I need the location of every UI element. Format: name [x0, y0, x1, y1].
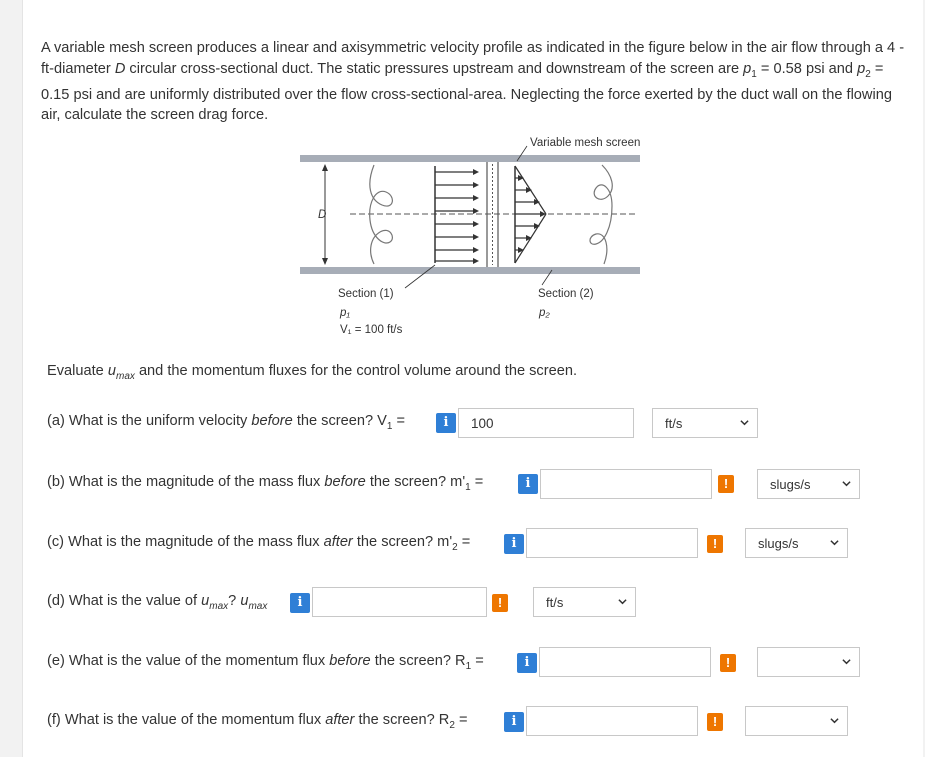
warning-icon: ! — [707, 535, 723, 553]
unit-f-select[interactable] — [745, 706, 848, 736]
uniform-velocity-profile — [435, 166, 479, 264]
evaluate-prompt — [47, 363, 577, 382]
section2-label: Section (2) — [538, 288, 594, 300]
question-a-text: (a) What is the uniform velocity — [47, 413, 252, 429]
p1-symbol: p — [743, 60, 752, 77]
info-icon[interactable]: i — [290, 593, 310, 613]
question-e-text-2: the screen? R — [370, 653, 466, 669]
problem-text-2: circular cross-sectional duct. The static pressures upstream and downstream of the screen are — [125, 60, 744, 77]
figure-d-label: D — [318, 209, 327, 221]
screen-label: Variable mesh screen — [530, 137, 641, 149]
chevron-down-icon — [740, 418, 749, 427]
chevron-down-icon — [842, 479, 851, 488]
section2-pressure: p₂ — [539, 307, 550, 319]
question-c-subscript: 2 — [452, 541, 458, 553]
question-c-text-2: the screen? m' — [352, 534, 453, 550]
question-b-text-2: the screen? m' — [365, 474, 466, 490]
question-e — [47, 653, 484, 672]
question-f — [47, 712, 467, 731]
question-f-equals: = — [454, 712, 468, 728]
prompt-text-1: Evaluate — [47, 363, 108, 379]
question-a-emphasis: before — [251, 413, 293, 429]
question-a-equals: = — [392, 413, 406, 429]
section1-label: Section (1) — [338, 288, 394, 300]
p2-value: = 0.15 psi and are uniformly distributed over the flow cross-sectional-area. Neglecting the force exerted by the duct wall on the flowing air, calculate the screen drag force. — [41, 60, 892, 124]
prompt-text-2: and the momentum fluxes for the control volume around the screen. — [134, 363, 577, 379]
p2-symbol: p — [857, 60, 866, 77]
unit-a-value: ft/s — [665, 416, 683, 431]
section1-velocity: V₁ = 100 ft/s — [340, 324, 403, 336]
prompt-max-subscript: max — [115, 370, 135, 382]
unit-d-value: ft/s — [546, 595, 564, 610]
question-a-text-2: the screen? V — [292, 413, 387, 429]
question-d-u-label: u — [240, 593, 249, 609]
p1-subscript: 1 — [751, 68, 757, 80]
answer-a-input[interactable] — [458, 408, 634, 438]
question-a-subscript: 1 — [386, 420, 393, 432]
unit-d-select[interactable] — [533, 587, 636, 617]
info-icon[interactable]: i — [518, 474, 538, 494]
question-d — [47, 593, 267, 612]
warning-icon: ! — [707, 713, 723, 731]
p1-value: = 0.58 psi and — [756, 60, 858, 77]
answer-b-input[interactable] — [540, 469, 712, 499]
unit-b-value: slugs/s — [770, 477, 811, 492]
question-e-equals: = — [471, 653, 484, 669]
question-e-subscript: 1 — [465, 660, 472, 672]
question-d-mid: ? — [228, 593, 241, 609]
unit-c-select[interactable] — [745, 528, 848, 558]
question-f-text-2: the screen? R — [354, 712, 450, 728]
warning-icon: ! — [492, 594, 508, 612]
info-icon[interactable]: i — [504, 712, 524, 732]
question-e-emphasis: before — [329, 653, 371, 669]
diameter-arrow-bottom — [322, 258, 328, 265]
question-f-emphasis: after — [325, 712, 355, 728]
question-c — [47, 534, 470, 553]
diameter-arrow-top — [322, 164, 328, 171]
question-d-u-symbol: u — [201, 593, 210, 609]
question-b-text: (b) What is the magnitude of the mass flux — [47, 474, 325, 490]
warning-icon: ! — [720, 654, 736, 672]
problem-diameter-symbol: D — [114, 60, 126, 77]
question-b-subscript: 1 — [465, 481, 471, 493]
p2-subscript: 2 — [865, 68, 871, 80]
question-c-equals: = — [457, 534, 471, 550]
question-e-text: (e) What is the value of the momentum flux — [47, 653, 330, 669]
section1-pressure: p₁ — [340, 307, 351, 319]
chevron-down-icon — [842, 657, 851, 666]
duct-top-wall — [300, 155, 640, 162]
question-d-max-label-subscript: max — [248, 600, 268, 612]
linear-velocity-profile — [515, 166, 546, 263]
info-icon[interactable]: i — [504, 534, 524, 554]
prompt-u-symbol: u — [107, 363, 116, 379]
unit-c-value: slugs/s — [758, 536, 799, 551]
question-c-emphasis: after — [323, 534, 353, 550]
chevron-down-icon — [830, 538, 839, 547]
unit-b-select[interactable] — [757, 469, 860, 499]
question-a — [47, 413, 405, 432]
question-d-max-subscript: max — [209, 600, 229, 612]
unit-a-select[interactable] — [652, 408, 758, 438]
question-c-text: (c) What is the magnitude of the mass flux — [47, 534, 324, 550]
unit-e-select[interactable] — [757, 647, 860, 677]
problem-text-1: A variable mesh screen produces a linear and axisymmetric velocity profile as indicated in the figure below in the air flow through a 4 -ft-diameter — [41, 40, 905, 77]
question-b-equals: = — [470, 474, 484, 490]
question-d-text: (d) What is the value of — [47, 593, 202, 609]
answer-c-input[interactable] — [526, 528, 698, 558]
info-icon[interactable]: i — [436, 413, 456, 433]
info-icon[interactable]: i — [517, 653, 537, 673]
question-f-subscript: 2 — [449, 719, 455, 731]
question-b-emphasis: before — [324, 474, 366, 490]
answer-f-input[interactable] — [526, 706, 698, 736]
duct-figure — [290, 130, 660, 345]
problem-statement — [41, 38, 911, 126]
answer-e-input[interactable] — [539, 647, 711, 677]
answer-d-input[interactable] — [312, 587, 487, 617]
question-f-text: (f) What is the value of the momentum flux — [47, 712, 326, 728]
duct-bottom-wall — [300, 267, 640, 274]
question-b — [47, 474, 483, 493]
warning-icon: ! — [718, 475, 734, 493]
chevron-down-icon — [618, 597, 627, 606]
chevron-down-icon — [830, 716, 839, 725]
